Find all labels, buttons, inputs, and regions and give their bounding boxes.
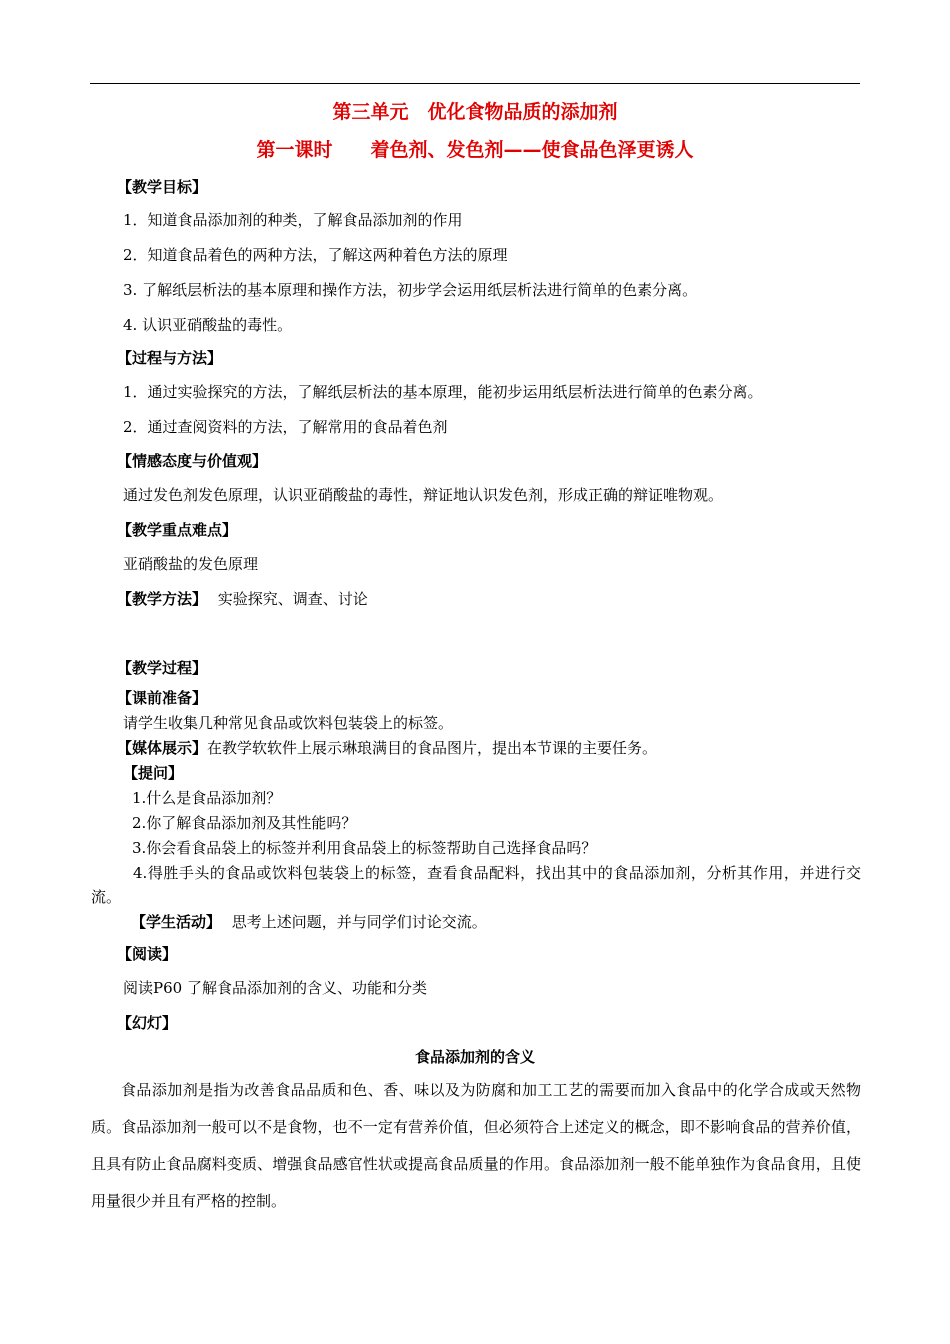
process-method-heading: 【过程与方法】: [117, 349, 223, 367]
key-points-text: 亚硝酸盐的发色原理: [123, 555, 259, 573]
slide-heading: 【幻灯】: [117, 1014, 178, 1032]
key-points-heading: 【教学重点难点】: [117, 521, 238, 539]
teaching-process-heading: 【教学过程】: [117, 659, 208, 677]
question-heading: 【提问】: [123, 764, 184, 782]
question-item: 3.你会看食品袋上的标签并利用食品袋上的标签帮助自己选择食品吗？: [132, 839, 597, 857]
question-item: 4.得胜手头的食品或饮料包装袋上的标签，查看食品配料，找出其中的食品添加剂，分析其作用，并进行交流。: [91, 864, 861, 906]
method-text: 实验探究、调查、讨论: [217, 590, 368, 608]
unit-title: 第三单元 优化食物品质的添加剂: [332, 101, 618, 123]
process-method-item: 1．通过实验探究的方法，了解纸层析法的基本原理，能初步运用纸层析法进行简单的色素分离。: [123, 383, 763, 401]
question-item: 2.你了解食品添加剂及其性能吗？: [132, 814, 357, 832]
lesson-title: 第一课时 着色剂、发色剂——使食品色泽更诱人: [256, 139, 694, 161]
objective-item: 2．知道食品着色的两种方法，了解这两种着色方法的原理: [123, 246, 508, 264]
media-line: [117, 738, 657, 758]
method-line: [117, 589, 368, 609]
slide-title: 食品添加剂的含义: [414, 1048, 535, 1066]
reading-heading: 【阅读】: [117, 945, 178, 963]
activity-heading: 【学生活动】: [131, 913, 222, 931]
process-method-item: 2．通过查阅资料的方法，了解常用的食品着色剂: [123, 418, 448, 436]
prep-heading: 【课前准备】: [117, 689, 208, 707]
slide-paragraph: 食品添加剂是指为改善食品品质和色、香、味以及为防腐和加工工艺的需要而加入食品中的化学合成或天然物质。食品添加剂一般可以不是食物，也不一定有营养价值，但必须符合上述定义的概念，即不影响食品的营养价值，且具有防止食品腐料变质、增强食品感官性状或提高食品质量的作用。食品添加剂一般不能单独作为食品食用，且使用量很少并且有严格的控制。: [91, 1081, 861, 1210]
objective-item: 3. 了解纸层析法的基本原理和操作方法，初步学会运用纸层析法进行简单的色素分离。: [123, 281, 698, 299]
attitude-heading: 【情感态度与价值观】: [117, 452, 268, 470]
objective-item: 1．知道食品添加剂的种类，了解食品添加剂的作用: [123, 211, 463, 229]
media-heading: 【媒体展示】: [117, 739, 208, 757]
question-item: 1.什么是食品添加剂？: [132, 789, 282, 807]
media-text: 在教学软软件上展示琳琅满目的食品图片，提出本节课的主要任务。: [207, 739, 658, 757]
header-rule: [90, 83, 860, 84]
activity-text: 思考上述问题，并与同学们讨论交流。: [231, 913, 487, 931]
prep-text: 请学生收集几种常见食品或饮料包装袋上的标签。: [123, 714, 454, 732]
method-heading: 【教学方法】: [117, 590, 208, 608]
objective-item: 4. 认识亚硝酸盐的毒性。: [123, 316, 293, 334]
attitude-text: 通过发色剂发色原理，认识亚硝酸盐的毒性，辩证地认识发色剂，形成正确的辩证唯物观。: [123, 486, 724, 504]
objectives-heading: 【教学目标】: [117, 178, 208, 196]
activity-line: [131, 912, 487, 932]
reading-text: 阅读P60 了解食品添加剂的含义、功能和分类: [123, 979, 427, 997]
